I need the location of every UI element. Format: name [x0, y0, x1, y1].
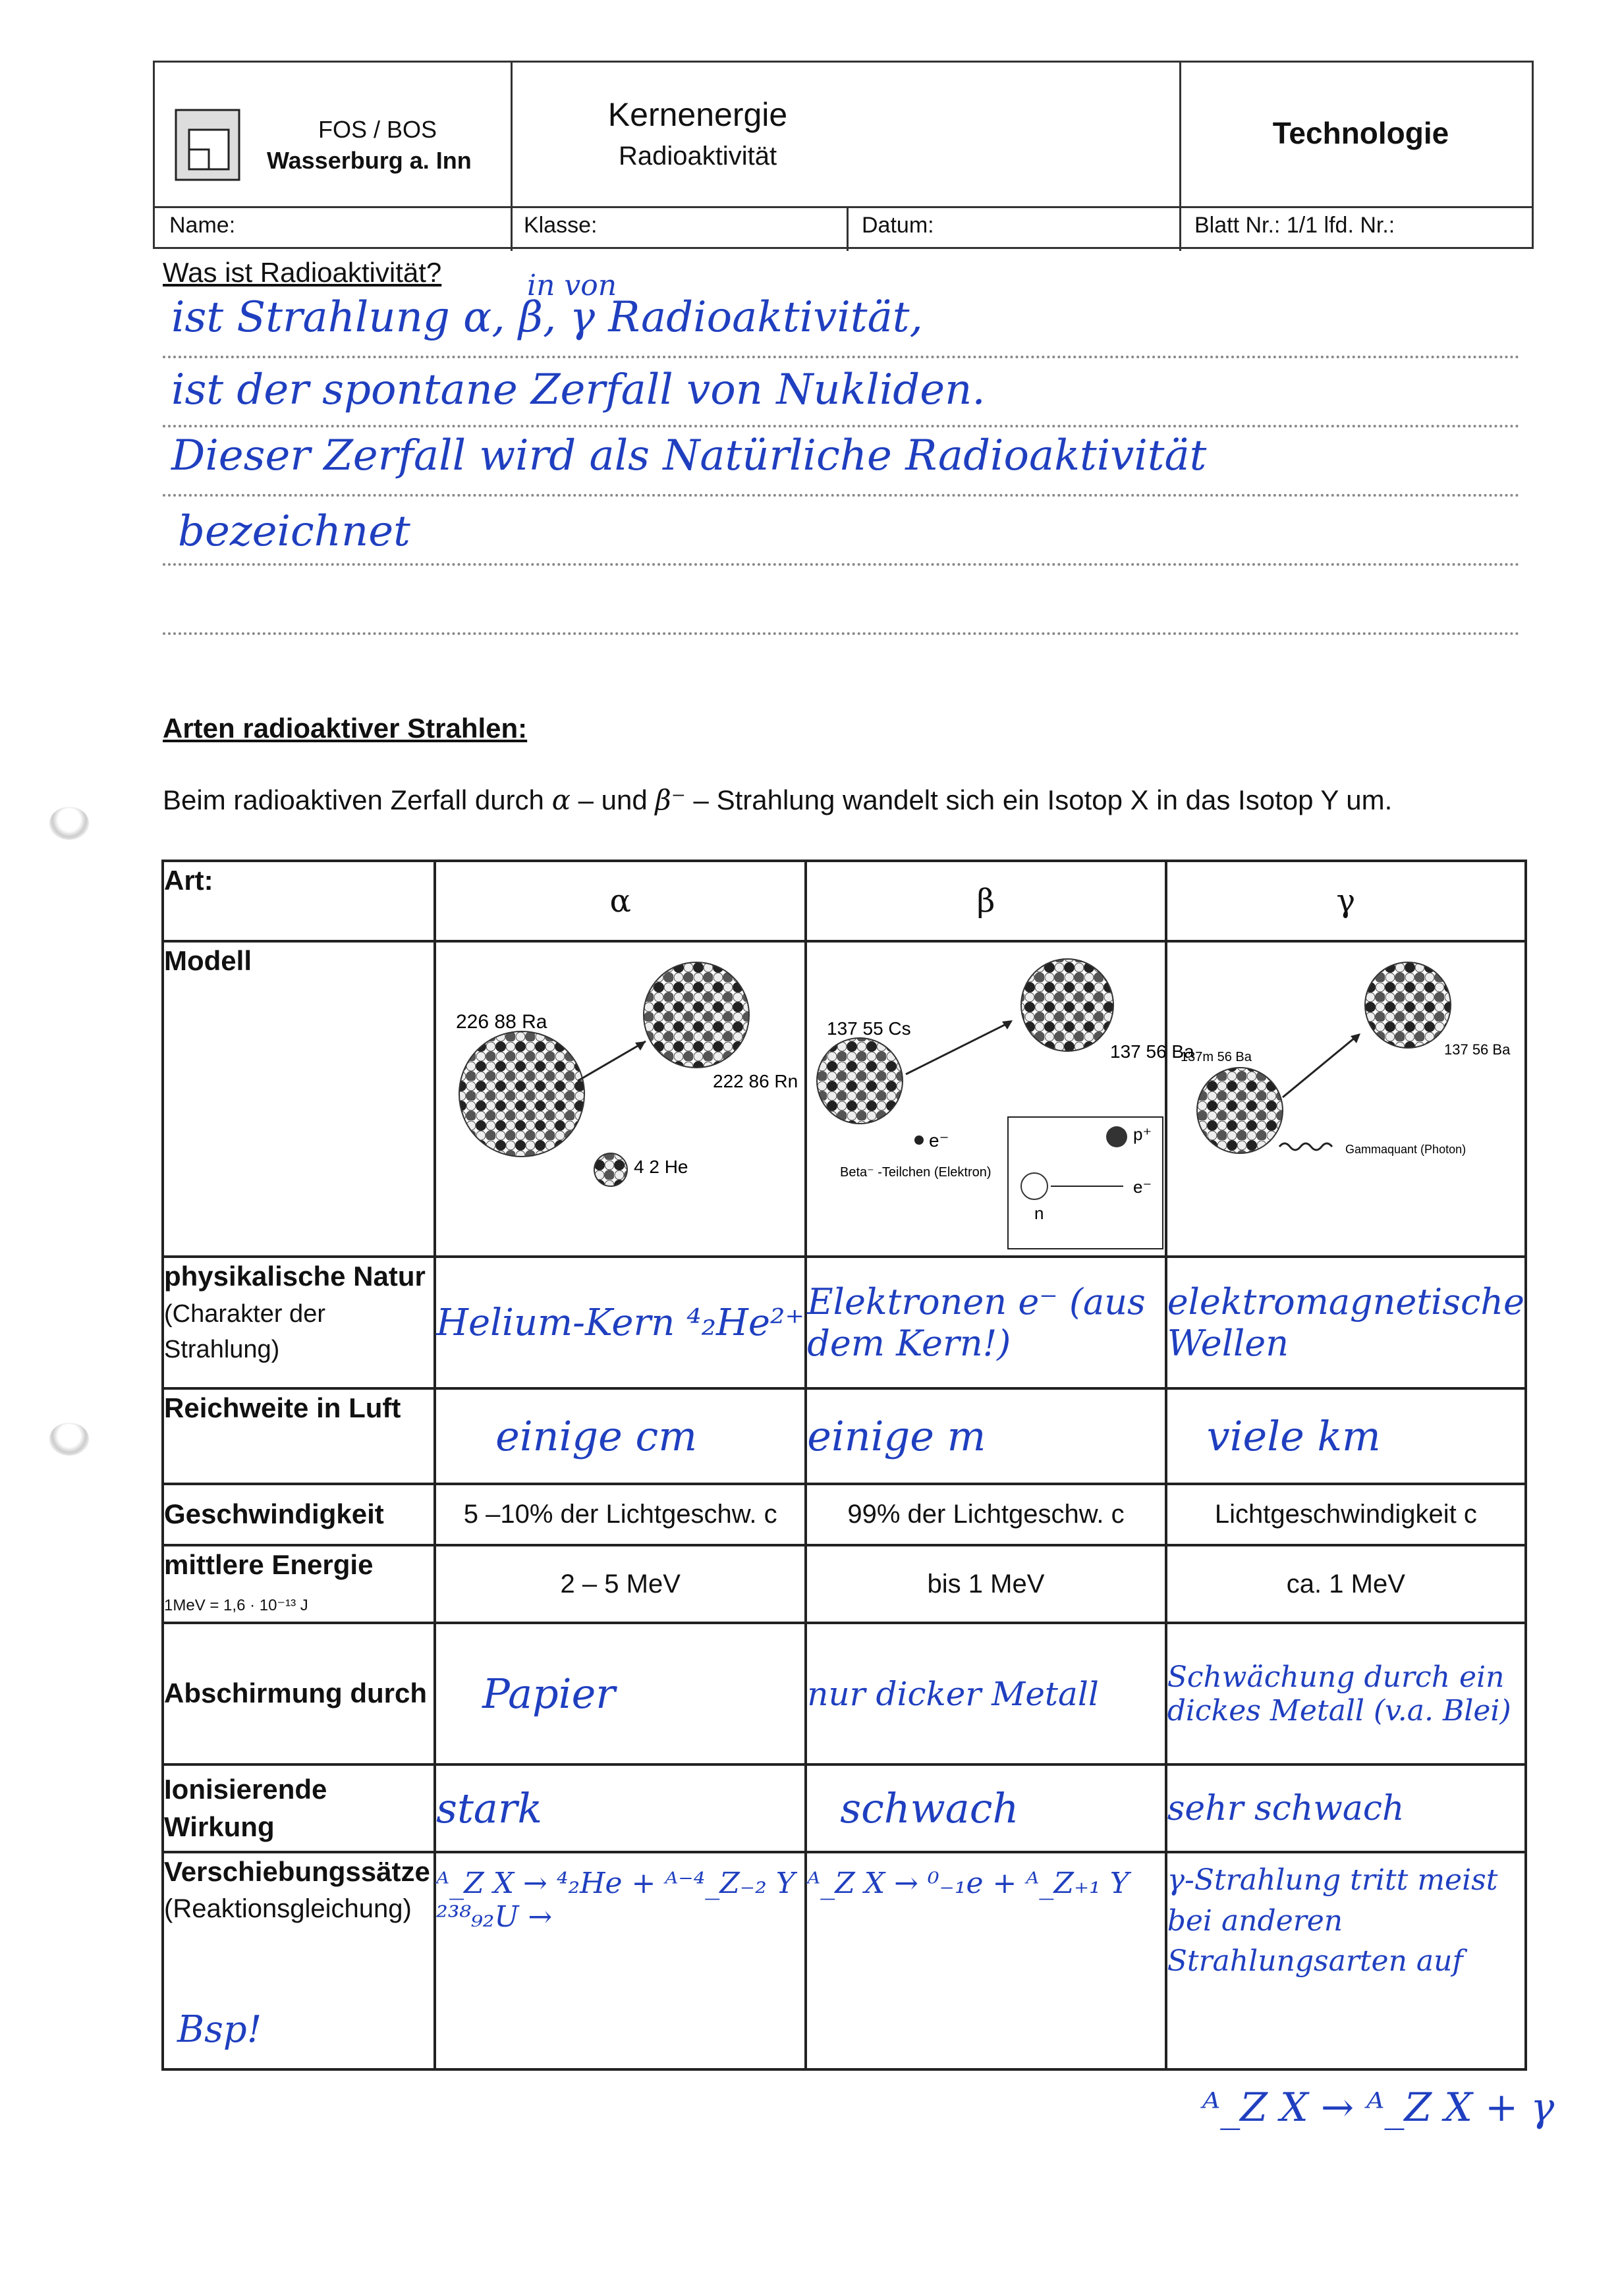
answer-line-3: Dieser Zerfall wird als Natürliche Radioaktivität — [171, 431, 1207, 480]
answer-line-1: ist Strahlung α, β, γ Radioaktivität, — [171, 293, 923, 342]
cell-range-beta: einige m — [806, 1388, 1165, 1484]
table-row — [163, 1764, 1526, 1852]
label-ba137: 137 56 Ba — [1443, 1041, 1510, 1058]
name-label: Name: — [169, 213, 236, 238]
cell-ionizing-gamma: sehr schwach — [1166, 1764, 1526, 1852]
page-title: Kernenergie — [607, 96, 788, 133]
row-label-ionizing: Ionisierende Wirkung — [163, 1764, 435, 1852]
header-alpha: α — [435, 861, 806, 941]
row-label-range: Reichweite in Luft — [163, 1388, 435, 1484]
date-label: Datum: — [862, 213, 934, 238]
svg-text:p⁺: p⁺ — [1133, 1124, 1152, 1144]
header-art: Art: — [163, 861, 435, 941]
row-label-energy: mittlere Energie 1MeV = 1,6 · 10⁻¹³ J — [163, 1545, 435, 1623]
cell-shift-beta: ᴬ_Z X → ⁰₋₁e + ᴬ_Z₊₁ Y — [806, 1852, 1165, 2069]
label-he: 4 2 He — [634, 1157, 688, 1177]
table-row — [163, 1623, 1526, 1764]
cell-ionizing-beta: schwach — [806, 1764, 1165, 1852]
label-rn: 222 86 Rn — [713, 1071, 798, 1091]
label-gamma-caption: Gammaquant (Photon) — [1345, 1143, 1466, 1156]
section-title: Arten radioaktiver Strahlen: — [163, 713, 528, 744]
intro-text: Beim radioaktiven Zerfall durch α – und β⁻ – Strahlung wandelt sich ein Isotop X in das Isotop Y um. — [163, 784, 1393, 816]
table-row — [163, 1257, 1526, 1388]
neutron-icon — [1021, 1173, 1047, 1199]
answer-line — [163, 425, 1520, 427]
answer-line-4: bezeichnet — [178, 507, 410, 556]
barium-ground-nucleus-icon — [1365, 962, 1451, 1048]
cell-nature-beta: Elektronen e⁻ (aus dem Kern!) — [806, 1257, 1165, 1388]
row-label-nature: physikalische Natur (Charakter der Strahlung) — [163, 1257, 435, 1388]
row-label-speed: Geschwindigkeit — [163, 1484, 435, 1545]
label-ra: 226 88 Ra — [456, 1011, 547, 1033]
proton-icon — [1106, 1126, 1127, 1147]
cell-nature-gamma: elektromagnetische Wellen — [1166, 1257, 1526, 1388]
cell-energy-beta: bis 1 MeV — [806, 1545, 1165, 1623]
label-ba: 137 56 Ba — [1110, 1041, 1194, 1062]
cell-energy-alpha: 2 – 5 MeV — [435, 1545, 806, 1623]
svg-text:e⁻: e⁻ — [1133, 1177, 1152, 1197]
radon-nucleus-icon — [644, 962, 749, 1068]
answer-line — [163, 632, 1520, 635]
school-logo-icon — [175, 109, 240, 181]
question-label: Was ist Radioaktivität? — [163, 257, 442, 288]
row-label-model: Modell — [163, 941, 435, 1257]
label-cs: 137 55 Cs — [827, 1018, 911, 1039]
cell-shielding-alpha: Papier — [435, 1623, 806, 1764]
table-row — [163, 1484, 1526, 1545]
cell-shielding-gamma: Schwächung durch ein dickes Metall (v.a. Blei) — [1166, 1623, 1526, 1764]
school-line-2: Wasserburg a. Inn — [267, 147, 472, 174]
label-beta-caption: Beta⁻ -Teilchen (Elektron) — [840, 1165, 992, 1180]
barium-excited-nucleus-icon — [1197, 1068, 1283, 1153]
header-box — [153, 61, 1534, 249]
punch-hole — [49, 1423, 89, 1456]
table-row-model — [163, 941, 1526, 1257]
table-row — [163, 1545, 1526, 1623]
cell-ionizing-alpha: stark — [435, 1764, 806, 1852]
cell-energy-gamma: ca. 1 MeV — [1166, 1545, 1526, 1623]
answer-insert: in von — [527, 269, 617, 302]
model-alpha — [435, 941, 806, 1257]
arrow-icon — [1283, 1035, 1358, 1097]
answer-line-2: ist der spontane Zerfall von Nukliden. — [171, 366, 986, 414]
arrow-icon — [578, 1041, 646, 1081]
cell-nature-alpha: Helium-Kern ⁴₂He²⁺ — [435, 1257, 806, 1388]
model-gamma — [1166, 941, 1526, 1257]
arrow-icon — [906, 1022, 1011, 1074]
label-ba137m: 137m 56 Ba — [1180, 1050, 1252, 1064]
example-note: Bsp! — [177, 2008, 262, 2051]
row-label-shift: Verschiebungssätze (Reaktionsgleichung) Bsp! — [163, 1852, 435, 2069]
barium-nucleus-icon — [1021, 959, 1113, 1051]
cell-range-gamma: viele km — [1166, 1388, 1526, 1484]
header-beta: β — [806, 861, 1165, 941]
school-line-1: FOS / BOS — [318, 116, 437, 143]
cell-range-alpha: einige cm — [435, 1388, 806, 1484]
answer-line — [163, 494, 1520, 497]
class-label: Klasse: — [524, 213, 598, 238]
table-row — [163, 1388, 1526, 1484]
electron-icon — [914, 1135, 924, 1145]
cell-speed-gamma: Lichtgeschwindigkeit c — [1166, 1484, 1526, 1545]
helium-nucleus-icon — [594, 1153, 627, 1186]
cell-shift-alpha: ᴬ_Z X → ⁴₂He + ᴬ⁻⁴_Z₋₂ Y ²³⁸₉₂U → — [435, 1852, 806, 2069]
model-beta — [806, 941, 1194, 1257]
answer-line — [163, 356, 1520, 358]
radium-nucleus-icon — [459, 1031, 584, 1157]
gamma-wave-icon — [1279, 1143, 1332, 1150]
row-label-shielding: Abschirmung durch — [163, 1623, 435, 1764]
cell-shielding-beta: nur dicker Metall — [806, 1623, 1165, 1764]
table-header-row — [163, 861, 1526, 941]
label-electron: e⁻ — [929, 1130, 949, 1151]
svg-text:n: n — [1034, 1203, 1044, 1223]
answer-line — [163, 563, 1520, 566]
cesium-nucleus-icon — [817, 1038, 903, 1124]
radiation-table — [161, 860, 1527, 2071]
cell-shift-gamma: γ-Strahlung tritt meist bei anderen Strahlungsarten auf — [1166, 1852, 1526, 2069]
header-gamma: γ — [1166, 861, 1526, 941]
page-subtitle: Radioaktivität — [618, 142, 777, 171]
punch-hole — [49, 807, 89, 840]
subject-label: Technologie — [1272, 116, 1449, 150]
sheet-label: Blatt Nr.: 1/1 lfd. Nr.: — [1194, 213, 1395, 238]
gamma-equation: ᴬ_Z X → ᴬ_Z X + γ — [1202, 2085, 1555, 2131]
table-row — [163, 1852, 1526, 2069]
cell-speed-alpha: 5 –10% der Lichtgeschw. c — [435, 1484, 806, 1545]
cell-speed-beta: 99% der Lichtgeschw. c — [806, 1484, 1165, 1545]
